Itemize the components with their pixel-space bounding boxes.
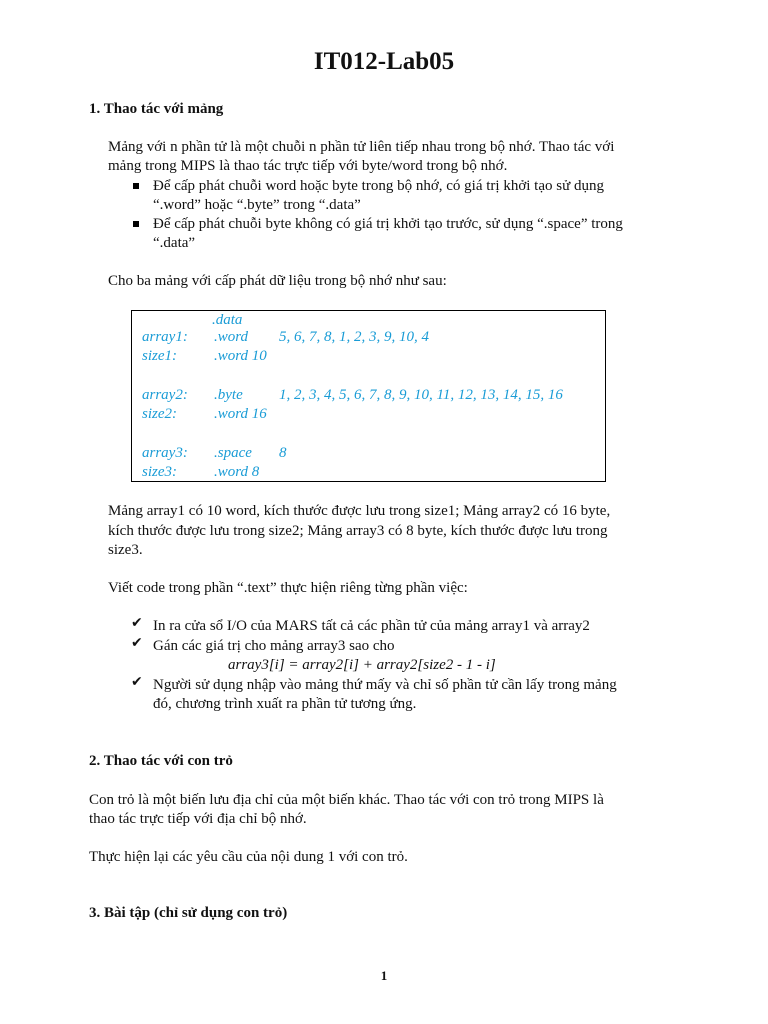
code-values: 5, 6, 7, 8, 1, 2, 3, 9, 10, 4 [279,329,429,345]
checkmark-icon: ✔ [131,615,143,631]
task-2-formula: array3[i] = array2[i] + array2[size2 - 1 - i] [228,657,496,673]
code-directive: .space [214,445,252,461]
code-values: 1, 2, 3, 4, 5, 6, 7, 8, 9, 10, 11, 12, 13, 14, 15, 16 [279,387,563,403]
code-block [131,310,606,482]
desc-line-1: Mảng array1 có 10 word, kích thước được lưu trong size1; Mảng array2 có 16 byte, [108,503,611,519]
section-1-heading: 1. Thao tác với mảng [89,101,224,117]
page-title: IT012-Lab05 [313,48,455,75]
code-label: size1: [142,348,177,364]
checkmark-icon: ✔ [131,674,143,690]
section-2-para-line-1: Con trỏ là một biến lưu địa chỉ của một biến khác. Thao tác với con trỏ trong MIPS là [89,792,604,808]
code-directive: .word 10 [214,348,267,364]
intro-line-2: mảng trong MIPS là thao tác trực tiếp với byte/word trong bộ nhớ. [108,158,508,174]
task-lead: Viết code trong phần “.text” thực hiện riêng từng phần việc: [108,580,468,596]
desc-line-2: kích thước được lưu trong size2; Mảng array3 có 8 byte, kích thước được lưu trong [108,523,608,539]
code-values: 8 [279,445,287,461]
code-label: array2: [142,387,188,403]
code-directive: .word 16 [214,406,267,422]
code-directive: .word [214,329,249,345]
section-3-heading: 3. Bài tập (chỉ sử dụng con trỏ) [89,905,288,921]
code-label: size2: [142,406,177,422]
code-label: array3: [142,445,188,461]
task-2-line-1: Gán các giá trị cho mảng array3 sao cho [153,638,395,654]
code-label: size3: [142,464,177,480]
task-1-line-1: In ra cửa sổ I/O của MARS tất cả các phần tử của mảng array1 và array2 [153,618,590,634]
task-3-line-1: Người sử dụng nhập vào mảng thứ mấy và chỉ số phần tử cần lấy trong mảng [153,677,617,693]
bullet-1-line-1: Để cấp phát chuỗi word hoặc byte trong bộ nhớ, có giá trị khởi tạo sử dụng [153,178,604,194]
section-2-heading: 2. Thao tác với con trỏ [89,753,233,769]
bullet-2-line-2: “.data” [153,235,196,251]
desc-line-3: size3. [108,542,143,558]
task-3-line-2: đó, chương trình xuất ra phần tử tương ứng. [153,696,417,712]
bullet-1-line-2: “.word” hoặc “.byte” trong “.data” [153,197,361,213]
section-2-para-2: Thực hiện lại các yêu cầu của nội dung 1 với con trỏ. [89,849,408,865]
square-bullet-icon [133,183,139,189]
code-directive: .word 8 [214,464,260,480]
section-2-para-line-2: thao tác trực tiếp với địa chỉ bộ nhớ. [89,811,307,827]
intro-line-1: Mảng với n phần tử là một chuỗi n phần tử liên tiếp nhau trong bộ nhớ. Thao tác với [108,139,615,155]
code-lead: Cho ba mảng với cấp phát dữ liệu trong bộ nhớ như sau: [108,273,447,289]
code-directive: .byte [214,387,243,403]
data-directive: .data [212,312,243,328]
code-label: array1: [142,329,188,345]
checkmark-icon: ✔ [131,635,143,651]
bullet-2-line-1: Để cấp phát chuỗi byte không có giá trị khởi tạo trước, sử dụng “.space” trong [153,216,623,232]
square-bullet-icon [133,221,139,227]
page-number: 1 [380,968,388,983]
